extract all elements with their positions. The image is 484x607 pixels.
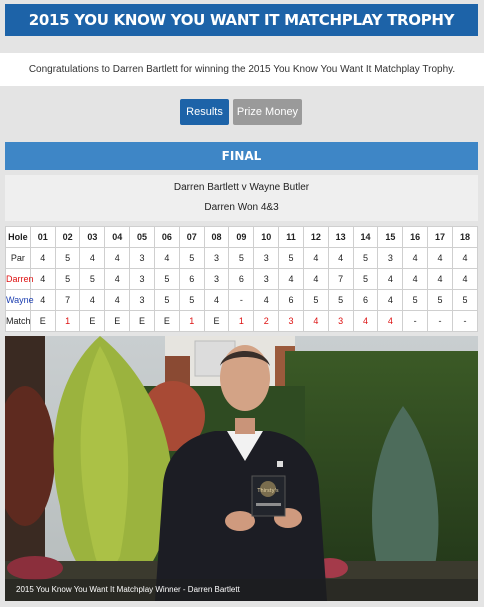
score-cell: 4 xyxy=(403,269,428,290)
scorecard-row-wayne xyxy=(6,290,478,311)
score-cell: 5 xyxy=(303,290,328,311)
scorecard-row-match xyxy=(6,311,478,332)
hole-number: 02 xyxy=(55,227,80,248)
score-cell: 2 xyxy=(254,311,279,332)
score-cell: 1 xyxy=(229,311,254,332)
score-cell: 4 xyxy=(204,290,229,311)
score-cell: 6 xyxy=(229,269,254,290)
score-cell: 1 xyxy=(55,311,80,332)
hole-number: 13 xyxy=(328,227,353,248)
score-cell: 4 xyxy=(378,311,403,332)
hole-number: 14 xyxy=(353,227,378,248)
score-cell: 3 xyxy=(130,290,155,311)
congratulations-message: Congratulations to Darren Bartlett for winning the 2015 You Know You Want It Matchplay Trophy. xyxy=(0,53,484,86)
trophy-text: Thirsty's xyxy=(257,488,279,494)
score-cell: - xyxy=(229,290,254,311)
score-cell: E xyxy=(204,311,229,332)
winner-photo xyxy=(5,336,478,601)
hole-number: 16 xyxy=(403,227,428,248)
score-cell: 1 xyxy=(179,311,204,332)
score-cell: 3 xyxy=(254,248,279,269)
results-button[interactable]: Results xyxy=(180,99,229,125)
hole-number: 07 xyxy=(179,227,204,248)
score-cell: 5 xyxy=(403,290,428,311)
score-cell: 6 xyxy=(279,290,304,311)
score-cell: 4 xyxy=(452,248,477,269)
score-cell: 4 xyxy=(105,290,130,311)
score-cell: 3 xyxy=(130,248,155,269)
score-cell: 4 xyxy=(105,248,130,269)
score-cell: 3 xyxy=(328,311,353,332)
score-cell: 5 xyxy=(55,269,80,290)
scorecard-row-par xyxy=(6,248,478,269)
score-cell: 5 xyxy=(179,248,204,269)
hole-number: 06 xyxy=(154,227,179,248)
score-cell: E xyxy=(130,311,155,332)
hole-header: Hole xyxy=(6,227,31,248)
hole-number: 04 xyxy=(105,227,130,248)
score-cell: 4 xyxy=(303,311,328,332)
score-cell: 4 xyxy=(80,248,105,269)
score-cell: 4 xyxy=(105,269,130,290)
hole-number: 03 xyxy=(80,227,105,248)
score-cell: 7 xyxy=(328,269,353,290)
score-cell: 3 xyxy=(378,248,403,269)
score-cell: 5 xyxy=(279,248,304,269)
score-cell: 5 xyxy=(428,290,453,311)
score-cell: 4 xyxy=(403,248,428,269)
score-cell: 4 xyxy=(30,290,55,311)
score-cell: 4 xyxy=(353,311,378,332)
hole-number: 17 xyxy=(428,227,453,248)
score-cell: 6 xyxy=(179,269,204,290)
score-cell: 5 xyxy=(154,269,179,290)
prize-money-button[interactable]: Prize Money xyxy=(233,99,302,125)
scorecard-row-darren xyxy=(6,269,478,290)
section-title-final: FINAL xyxy=(5,142,478,170)
scorecard-table xyxy=(5,226,478,332)
score-cell: 5 xyxy=(154,290,179,311)
hole-number: 05 xyxy=(130,227,155,248)
page-title: 2015 YOU KNOW YOU WANT IT MATCHPLAY TROPHY xyxy=(5,4,478,36)
hole-number: 09 xyxy=(229,227,254,248)
score-cell: 4 xyxy=(328,248,353,269)
match-result: Darren Won 4&3 xyxy=(204,202,279,213)
score-cell: 4 xyxy=(254,290,279,311)
score-cell: 4 xyxy=(80,290,105,311)
score-cell: 4 xyxy=(452,269,477,290)
score-cell: 4 xyxy=(378,290,403,311)
score-cell: 7 xyxy=(55,290,80,311)
hole-number: 08 xyxy=(204,227,229,248)
score-cell: 3 xyxy=(254,269,279,290)
score-cell: 5 xyxy=(229,248,254,269)
score-cell: 6 xyxy=(353,290,378,311)
score-cell: 4 xyxy=(303,269,328,290)
score-cell: 5 xyxy=(55,248,80,269)
score-cell: E xyxy=(30,311,55,332)
score-cell: 4 xyxy=(378,269,403,290)
score-cell: - xyxy=(452,311,477,332)
score-cell: 3 xyxy=(204,248,229,269)
score-cell: E xyxy=(80,311,105,332)
row-label: Par xyxy=(6,248,31,269)
winner-photo-image xyxy=(5,336,478,601)
score-cell: 4 xyxy=(30,269,55,290)
row-label: Wayne xyxy=(6,290,31,311)
score-cell: 4 xyxy=(303,248,328,269)
score-cell: E xyxy=(105,311,130,332)
score-cell: 5 xyxy=(353,248,378,269)
hole-number: 11 xyxy=(279,227,304,248)
row-label: Darren xyxy=(6,269,31,290)
score-cell: 4 xyxy=(428,248,453,269)
hole-number: 01 xyxy=(30,227,55,248)
match-summary xyxy=(5,175,478,221)
score-cell: 5 xyxy=(452,290,477,311)
hole-number: 18 xyxy=(452,227,477,248)
hole-number: 15 xyxy=(378,227,403,248)
score-cell: 4 xyxy=(30,248,55,269)
score-cell: E xyxy=(154,311,179,332)
score-cell: - xyxy=(428,311,453,332)
row-label: Match xyxy=(6,311,31,332)
photo-caption: 2015 You Know You Want It Matchplay Winner - Darren Bartlett xyxy=(5,579,478,601)
score-cell: 3 xyxy=(279,311,304,332)
score-cell: 4 xyxy=(279,269,304,290)
score-cell: 4 xyxy=(428,269,453,290)
match-players: Darren Bartlett v Wayne Butler xyxy=(173,182,310,193)
hole-number: 10 xyxy=(254,227,279,248)
score-cell: 5 xyxy=(328,290,353,311)
scorecard-header-row xyxy=(6,227,478,248)
score-cell: - xyxy=(403,311,428,332)
score-cell: 4 xyxy=(154,248,179,269)
hole-number: 12 xyxy=(303,227,328,248)
score-cell: 5 xyxy=(179,290,204,311)
score-cell: 3 xyxy=(204,269,229,290)
score-cell: 3 xyxy=(130,269,155,290)
score-cell: 5 xyxy=(353,269,378,290)
score-cell: 5 xyxy=(80,269,105,290)
